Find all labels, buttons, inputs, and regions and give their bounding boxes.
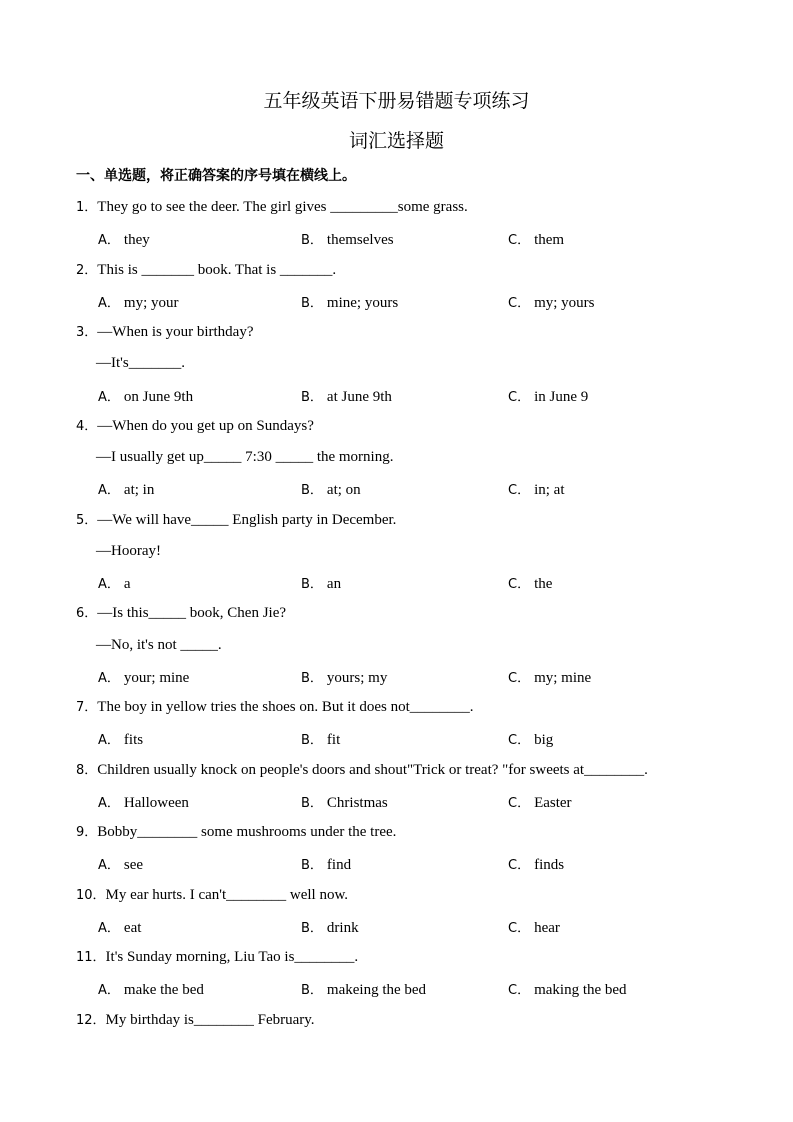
question-stem — [76, 198, 468, 217]
option-text: big — [534, 732, 554, 749]
option-b[interactable] — [301, 917, 359, 937]
question-text: The boy in yellow tries the shoes on. But it does not________. — [97, 699, 474, 715]
option-label: B． — [301, 795, 323, 811]
option-label: B． — [301, 577, 323, 592]
question-number: 8． — [76, 762, 98, 778]
option-c[interactable] — [508, 667, 591, 687]
option-b[interactable] — [301, 667, 387, 687]
page-title: 五年级英语下册易错题专项练习 — [263, 90, 530, 112]
option-c[interactable] — [508, 292, 595, 312]
option-a[interactable] — [98, 573, 131, 593]
question-stem — [76, 1011, 315, 1030]
question-text: This is _______ book. That is _______. — [97, 261, 337, 278]
option-a[interactable] — [98, 292, 179, 312]
question-number: 1． — [76, 200, 98, 215]
option-label: C． — [508, 483, 531, 499]
option-b[interactable] — [301, 479, 361, 499]
option-a[interactable] — [98, 917, 141, 937]
question-stem — [76, 886, 348, 905]
question-text: My ear hurts. I can't________ well now. — [105, 886, 349, 903]
option-c[interactable] — [508, 854, 564, 874]
option-text: see — [123, 857, 144, 874]
option-c[interactable] — [508, 386, 588, 406]
option-a[interactable] — [98, 229, 150, 249]
question-text: —We will have_____ English party in December. — [97, 511, 397, 528]
option-text: in June 9 — [534, 388, 589, 405]
option-text: makeing the bed — [326, 982, 427, 999]
option-label: B． — [301, 920, 323, 936]
option-label: A． — [98, 233, 120, 249]
option-text: Halloween — [123, 794, 189, 811]
question-text: —When do you get up on Sundays? — [97, 417, 314, 434]
option-label: C． — [508, 389, 531, 405]
option-label: A． — [98, 858, 120, 874]
option-text: themselves — [326, 232, 394, 249]
option-label: C． — [508, 795, 531, 811]
question-stem — [76, 948, 358, 967]
question-number: 11． — [76, 950, 106, 965]
option-text: them — [534, 232, 565, 249]
option-text: a — [123, 576, 131, 592]
option-b[interactable] — [301, 854, 351, 874]
option-text: the — [534, 576, 553, 592]
option-label: B． — [301, 233, 323, 249]
question-stem — [76, 261, 336, 280]
option-label: C． — [508, 920, 531, 936]
option-label: C． — [508, 983, 531, 999]
option-label: A． — [98, 733, 120, 749]
question-line: —Hooray! — [96, 542, 161, 559]
question-text: Children usually knock on people's doors and shout"Trick or treat? "for sweets at________. — [97, 761, 648, 778]
option-label: A． — [98, 295, 120, 311]
question-number: 4． — [76, 418, 98, 434]
option-text: at; on — [326, 482, 361, 499]
option-label: A． — [98, 577, 120, 592]
question-number: 5． — [76, 512, 98, 528]
option-c[interactable] — [508, 917, 560, 937]
section-heading: 一、单选题，将正确答案的序号填在横线上。 — [76, 168, 356, 184]
option-text: fit — [326, 732, 341, 749]
option-text: my; yours — [534, 294, 595, 311]
option-a[interactable] — [98, 979, 204, 999]
option-c[interactable] — [508, 729, 553, 749]
question-line: —It's_______. — [96, 355, 185, 372]
question-number: 7． — [76, 700, 98, 715]
question-stem — [76, 323, 254, 342]
option-text: finds — [534, 857, 565, 874]
option-b[interactable] — [301, 979, 426, 999]
option-label: B． — [301, 733, 323, 749]
option-b[interactable] — [301, 386, 392, 406]
option-label: C． — [508, 858, 531, 874]
option-label: A． — [98, 483, 120, 499]
question-text: It's Sunday morning, Liu Tao is________. — [105, 949, 359, 965]
option-label: B． — [301, 983, 323, 999]
option-label: C． — [508, 670, 531, 686]
option-text: your; mine — [123, 669, 190, 686]
option-label: B． — [301, 858, 323, 874]
option-label: A． — [98, 389, 120, 405]
question-stem — [76, 761, 648, 780]
option-text: in; at — [534, 482, 565, 499]
option-text: find — [326, 857, 352, 874]
option-label: B． — [301, 295, 323, 311]
option-text: hear — [534, 919, 560, 936]
option-a[interactable] — [98, 479, 154, 499]
option-text: mine; yours — [326, 294, 399, 311]
question-stem — [76, 511, 396, 530]
option-b[interactable] — [301, 229, 394, 249]
option-c[interactable] — [508, 792, 572, 812]
option-b[interactable] — [301, 729, 340, 749]
option-text: Christmas — [326, 794, 388, 811]
option-c[interactable] — [508, 979, 627, 999]
question-stem — [76, 417, 314, 436]
option-c[interactable] — [508, 229, 564, 249]
question-number: 2． — [76, 262, 98, 278]
question-line: —I usually get up_____ 7:30 _____ the morning. — [96, 449, 394, 465]
question-number: 9． — [76, 825, 98, 840]
option-text: make the bed — [123, 982, 204, 999]
option-a[interactable] — [98, 792, 189, 812]
question-number: 10． — [76, 887, 106, 903]
question-stem — [76, 823, 396, 842]
question-stem — [76, 698, 474, 717]
option-text: yours; my — [326, 669, 388, 686]
question-text: Bobby________ some mushrooms under the tree. — [97, 824, 397, 840]
option-label: A． — [98, 983, 120, 999]
option-b[interactable] — [301, 792, 388, 812]
option-text: at; in — [123, 482, 155, 499]
option-text: making the bed — [534, 982, 627, 999]
option-a[interactable] — [98, 854, 143, 874]
option-c[interactable] — [508, 573, 552, 593]
option-text: on June 9th — [123, 388, 194, 405]
question-number: 12． — [76, 1012, 106, 1028]
option-text: fits — [123, 732, 144, 749]
option-text: at June 9th — [326, 388, 392, 405]
page-subtitle: 词汇选择题 — [348, 130, 444, 152]
option-a[interactable] — [98, 729, 143, 749]
option-label: B． — [301, 483, 323, 499]
option-label: C． — [508, 295, 531, 311]
option-text: they — [123, 232, 150, 249]
option-text: drink — [326, 919, 359, 936]
option-text: Easter — [534, 794, 572, 811]
question-number: 3． — [76, 325, 98, 340]
option-label: B． — [301, 670, 323, 686]
option-b[interactable] — [301, 292, 398, 312]
option-label: C． — [508, 233, 531, 249]
question-line: —No, it's not _____. — [96, 636, 222, 653]
option-label: C． — [508, 577, 531, 592]
option-c[interactable] — [508, 479, 565, 499]
question-number: 6． — [76, 606, 98, 622]
option-label: B． — [301, 389, 323, 405]
option-a[interactable] — [98, 667, 189, 687]
option-text: my; mine — [534, 669, 592, 686]
option-a[interactable] — [98, 386, 193, 406]
option-label: A． — [98, 670, 120, 686]
option-label: A． — [98, 920, 120, 936]
option-text: my; your — [123, 294, 179, 311]
option-b[interactable] — [301, 573, 341, 593]
question-stem — [76, 604, 286, 623]
question-text: My birthday is________ February. — [105, 1011, 315, 1028]
question-text: —Is this_____ book, Chen Jie? — [97, 605, 287, 622]
option-label: C． — [508, 733, 531, 749]
option-label: A． — [98, 795, 120, 811]
option-text: eat — [123, 919, 142, 936]
question-text: They go to see the deer. The girl gives _________some grass. — [97, 199, 468, 215]
question-text: —When is your birthday? — [97, 324, 254, 340]
option-text: an — [326, 576, 342, 592]
